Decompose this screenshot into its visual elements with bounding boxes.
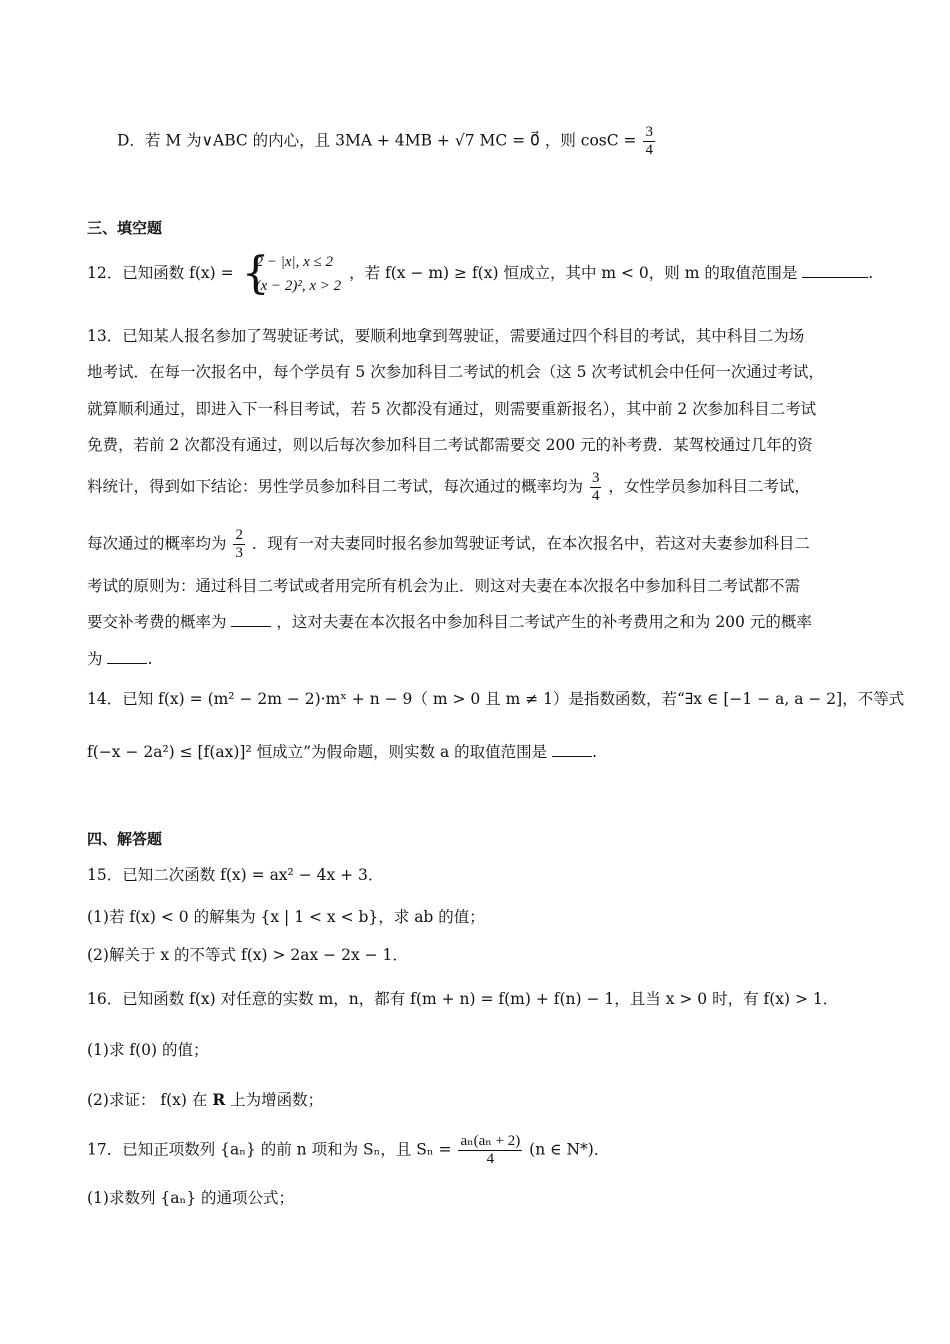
answer-blank[interactable] [231, 610, 271, 627]
q12-prefix: 12．已知函数 f(x) = [87, 264, 234, 282]
question-17 [87, 1133, 609, 1168]
q16-part-2-a: (2)求证： f(x) 在 [87, 1091, 208, 1109]
question-15-part-2: (2)解关于 x 的不等式 f(x) > 2ax − 2x − 1． [87, 946, 408, 964]
real-numbers-symbol: R [212, 1090, 226, 1109]
question-17-part-1: (1)求数列 {aₙ} 的通项公式； [87, 1189, 294, 1207]
q13-line-5-a: 料统计，得到如下结论：男性学员参加科目二考试，每次通过的概率均为 [87, 477, 584, 496]
section-fill-in-heading: 三、填空题 [87, 219, 163, 237]
option-d [117, 124, 657, 159]
q13-line-9 [87, 647, 152, 670]
q14-line-2-a: f(−x − 2a²) ≤ [f(ax)]² 恒成立”为假命题，则实数 a 的取值范围是 [87, 743, 548, 761]
q13-line-1: 13．已知某人报名参加了驾驶证考试，要顺利地拿到驾驶证，需要通过四个科目的考试，其中科目二为场 [87, 327, 805, 345]
q17-suffix: (n ∈ N*)． [529, 1140, 610, 1159]
q12-text: ，若 f(x − m) ≥ f(x) 恒成立，其中 m < 0，则 m 的取值范围是 [349, 264, 798, 282]
fraction-denominator: 3 [235, 545, 243, 561]
answer-blank[interactable] [552, 740, 592, 757]
answer-blank[interactable] [107, 647, 147, 664]
q14-line-2 [87, 740, 597, 763]
q17-prefix: 17．已知正项数列 {aₙ} 的前 n 项和为 Sₙ，且 Sₙ = [87, 1140, 452, 1159]
fraction-numerator: 3 [645, 124, 653, 140]
question-15: 15．已知二次函数 f(x) = ax² − 4x + 3． [87, 866, 384, 884]
q13-line-9-b: . [147, 650, 153, 668]
q13-line-6-a: 每次通过的概率均为 [87, 534, 227, 553]
q13-line-5 [87, 470, 810, 505]
piecewise-case-2: (x − 2)², x > 2 [255, 278, 342, 294]
fraction-denominator: 4 [591, 488, 600, 504]
q13-line-8-b: ，这对夫妻在本次报名中参加科目二考试产生的补考费用之和为 200 元的概率 [276, 613, 812, 631]
piecewise-function [242, 250, 342, 298]
q13-line-2: 地考试．在每一次报名中，每个学员有 5 次参加科目二考试的机会（这 5 次考试机会中任何一次通过考试， [87, 363, 824, 381]
q13-line-8-a: 要交补考费的概率为 [87, 613, 227, 631]
q13-line-9-a: 为 [87, 650, 103, 668]
fraction-denominator: 4 [486, 1151, 495, 1167]
question-16-part-1: (1)求 f(0) 的值； [87, 1041, 209, 1059]
q12-end: . [868, 264, 874, 282]
fraction-female-probability [233, 527, 245, 562]
fraction-denominator: 4 [645, 142, 653, 158]
fraction-male-probability [590, 470, 602, 505]
question-15-part-1: (1)若 f(x) < 0 的解集为 {x | 1 < x < b}，求 ab 的值； [87, 908, 485, 926]
q13-line-3: 就算顺利通过，即进入下一科目考试，若 5 次都没有通过，则需要重新报名），其中前 2 次参加科目二考试 [87, 400, 817, 418]
fraction-numerator: aₙ(aₙ + 2) [460, 1133, 521, 1149]
q13-line-6 [87, 527, 810, 562]
section-answer-heading: 四、解答题 [87, 830, 163, 848]
q14-line-2-b: . [592, 743, 598, 761]
q14-line-1: 14．已知 f(x) = (m² − 2m − 2)·mˣ + n − 9（ m > 0 且 m ≠ 1）是指数函数，若“∃x ∈ [−1 − a, a − 2]，不等式 [87, 690, 905, 708]
question-12 [87, 250, 873, 298]
fraction-sn [458, 1133, 522, 1168]
q13-line-8 [87, 610, 812, 633]
q13-line-4: 免费，若前 2 次都没有通过，则以后每次参加科目二考试都需要交 200 元的补考费．某驾校通过几年的资 [87, 436, 813, 454]
question-16: 16．已知函数 f(x) 对任意的实数 m，n，都有 f(m + n) = f(m) + f(n) − 1，且当 x > 0 时，有 f(x) > 1． [87, 990, 839, 1008]
q16-part-2-b: 上为增函数； [230, 1091, 324, 1109]
piecewise-case-1: { 2 − |x|, x ≤ 2 [255, 254, 333, 270]
question-16-part-2 [87, 1089, 323, 1111]
fraction-cosc [643, 124, 655, 159]
q13-line-7: 考试的原则为：通过科目二考试或者用完所有机会为止．则这对夫妻在本次报名中参加科目二考试都不需 [87, 577, 801, 595]
q13-line-6-b: ．现有一对夫妻同时报名参加驾驶证考试，在本次报名中，若这对夫妻参加科目二 [251, 534, 810, 553]
q13-line-5-b: ，女性学员参加科目二考试， [608, 477, 810, 496]
fraction-numerator: 3 [591, 470, 600, 486]
fraction-numerator: 2 [235, 527, 243, 543]
answer-blank[interactable] [802, 261, 868, 278]
option-d-text: D．若 M 为∨ABC 的内心，且 3MA + 4MB + √7 MC = 0⃗ ，则 cosC = [117, 131, 637, 150]
